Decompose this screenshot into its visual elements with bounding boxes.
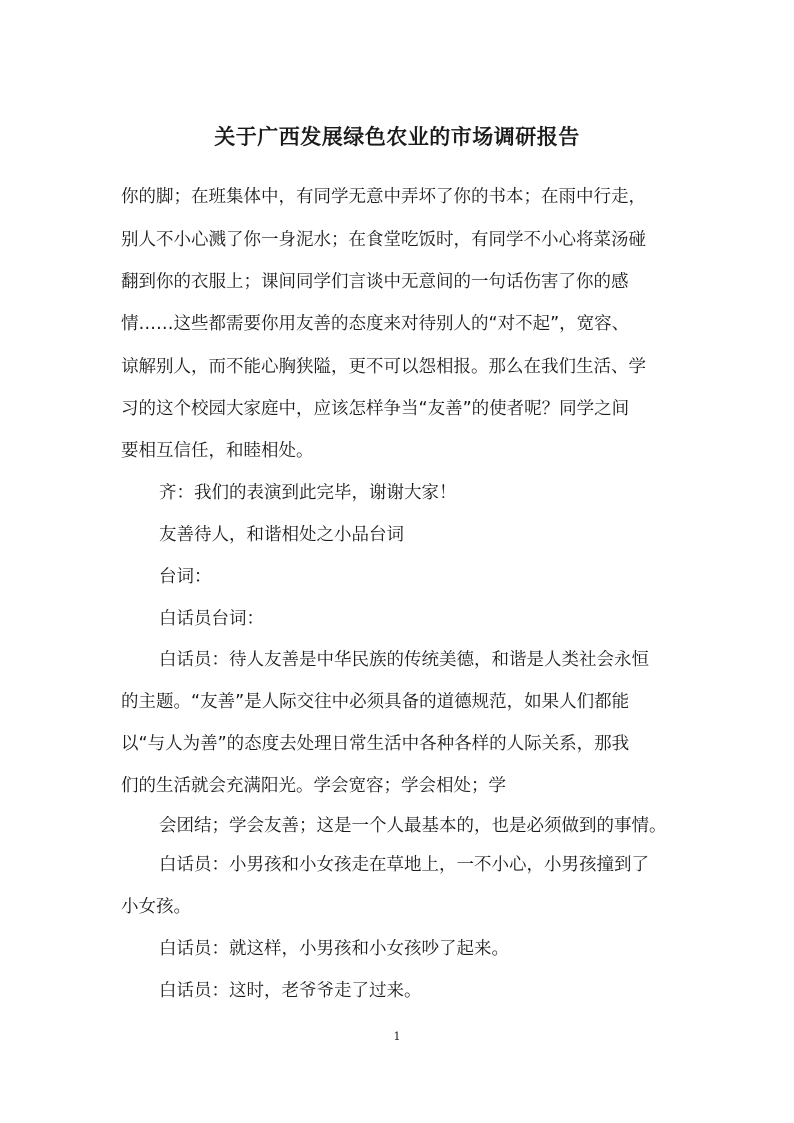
paragraph-line: 习的这个校园大家庭中，应该怎样争当“友善”的使者呢？同学之间 (121, 399, 630, 419)
paragraph-line: 别人不小心溅了你一身泥水；在食堂吃饭时，有同学不小心将菜汤碰 (121, 230, 646, 250)
paragraph-line: 白话员台词： (159, 609, 264, 629)
paragraph-line: 白话员：就这样，小男孩和小女孩吵了起来。 (159, 939, 509, 959)
document-title: 关于广西发展绿色农业的市场调研报告 (214, 125, 580, 149)
paragraph-line: 会团结；学会友善；这是一个人最基本的，也是必须做到的事情。 (159, 816, 667, 836)
paragraph-line: 白话员：这时，老爷爷走了过来。 (159, 981, 422, 1001)
paragraph-line: 齐：我们的表演到此完毕，谢谢大家！ (159, 483, 457, 503)
paragraph-line: 你的脚；在班集体中，有同学无意中弄坏了你的书本；在雨中行走， (121, 187, 646, 207)
paragraph-line: 小女孩。 (121, 897, 191, 917)
page-number: 1 (393, 1030, 401, 1043)
paragraph-line: 翻到你的衣服上；课间同学们言谈中无意间的一句话伤害了你的感 (121, 272, 629, 292)
paragraph-line: 友善待人，和谐相处之小品台词 (159, 525, 404, 545)
paragraph-line: 们的生活就会充满阳光。学会宽容；学会相处；学 (121, 776, 506, 796)
paragraph-line: 白话员：待人友善是中华民族的传统美德，和谐是人类社会永恒 (159, 650, 649, 670)
paragraph-line: 台词： (159, 567, 212, 587)
paragraph-line: 要相互信任，和睦相处。 (121, 441, 314, 461)
paragraph-line: 白话员：小男孩和小女孩走在草地上，一不小心，小男孩撞到了 (159, 855, 649, 875)
paragraph-line: 情……这些都需要你用友善的态度来对待别人的“对不起”，宽容、 (121, 314, 630, 334)
paragraph-line: 的主题。“友善”是人际交往中必须具备的道德规范，如果人们都能 (121, 692, 630, 712)
paragraph-line: 以“与人为善”的态度去处理日常生活中各种各样的人际关系，那我 (121, 734, 630, 754)
paragraph-line: 谅解别人，而不能心胸狭隘，更不可以怨相报。那么在我们生活、学 (121, 357, 646, 377)
